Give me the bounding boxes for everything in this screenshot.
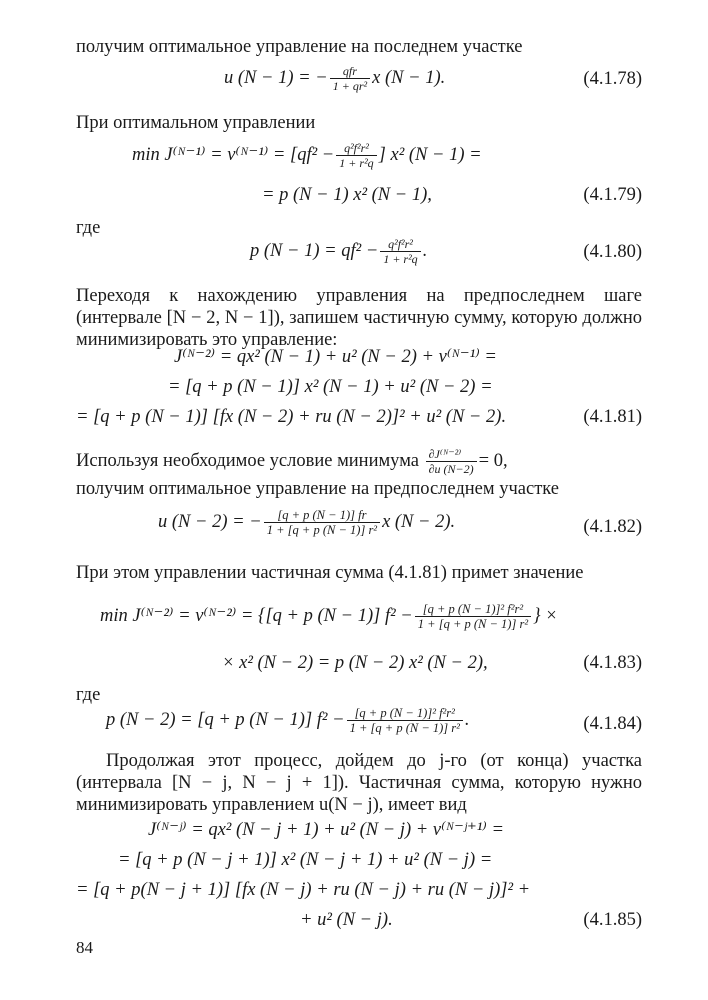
equation-4-1-83-line1 (100, 602, 558, 631)
fraction-numerator: [q + p (N − 1)] fr (264, 508, 380, 523)
fraction-numerator: ∂J⁽ᴺ⁻²⁾ (426, 447, 477, 462)
equation-part: } × (533, 605, 558, 626)
equation-part: p (N − 1) = qf² − (250, 240, 379, 261)
fraction-numerator: qfr (330, 64, 370, 79)
equation-number: (4.1.83) (583, 653, 642, 673)
paragraph (76, 447, 508, 476)
equation-part: x (N − 1). (372, 67, 446, 88)
fraction (426, 447, 477, 476)
equation-4-1-84 (106, 706, 470, 735)
equation-number: (4.1.82) (583, 517, 642, 537)
fraction-denominator: 1 + qr² (332, 79, 368, 93)
fraction (415, 602, 531, 631)
equation-4-1-85-line2: = [q + p (N − j + 1)] x² (N − j + 1) + u² (N − j) = (118, 850, 493, 870)
equation-part: min J⁽ᴺ⁻²⁾ = v⁽ᴺ⁻²⁾ = {[q + p (N − 1)] f² − (100, 605, 413, 626)
paragraph: Переходя к нахождению управления на предпоследнем шаге (интервале [N − 2, N − 1]), запишем частичную сумму, которую должно минимизировать это управление: (76, 286, 642, 350)
equation-number: (4.1.84) (583, 714, 642, 734)
paragraph: где (76, 685, 101, 705)
equation-4-1-85-line1: J⁽ᴺ⁻ʲ⁾ = qx² (N − j + 1) + u² (N − j) + v⁽ᴺ⁻ʲ⁺¹⁾ = (148, 820, 504, 840)
equation-4-1-79-line2: = p (N − 1) x² (N − 1), (262, 185, 432, 205)
fraction-numerator: q²f²r² (336, 141, 376, 156)
paragraph: где (76, 218, 101, 238)
fraction (330, 64, 370, 93)
fraction-denominator: 1 + [q + p (N − 1)] r² (266, 523, 378, 537)
equation-4-1-79-line1 (132, 141, 482, 170)
paragraph: Продолжая этот процесс, дойдем до j-го (от конца) участка (интервала [N − j, N − j + 1]). Частичная сумма, которую нужно минимизировать управлением u(N − j), имеет вид (76, 751, 642, 815)
equation-4-1-82 (158, 508, 455, 537)
fraction-denominator: ∂u (N−2) (428, 462, 474, 476)
equation-number: (4.1.81) (583, 407, 642, 427)
paragraph-text: Используя необходимое условие минимума (76, 450, 419, 471)
fraction-numerator: [q + p (N − 1)]² f²r² (347, 706, 463, 721)
fraction (264, 508, 380, 537)
fraction (347, 706, 463, 735)
equation-4-1-81-line2: = [q + p (N − 1)] x² (N − 1) + u² (N − 2) = (168, 377, 493, 397)
paragraph: получим оптимальное управление на предпоследнем участке (76, 479, 560, 499)
fraction-denominator: 1 + r²q (383, 252, 418, 266)
equation-part: min J⁽ᴺ⁻¹⁾ = v⁽ᴺ⁻¹⁾ = [qf² − (132, 144, 335, 165)
paragraph: При оптимальном управлении (76, 113, 316, 133)
equation-4-1-81-line3: = [q + p (N − 1)] [fx (N − 2) + ru (N − 2)]² + u² (N − 2). (76, 407, 507, 427)
fraction-denominator: 1 + r²q (339, 156, 374, 170)
paragraph: получим оптимальное управление на последнем участке (76, 37, 523, 57)
equation-4-1-78 (224, 64, 445, 93)
equation-part: x (N − 2). (382, 511, 456, 532)
fraction-denominator: 1 + [q + p (N − 1)] r² (417, 617, 529, 631)
fraction-numerator: q²f²r² (380, 237, 420, 252)
equation-part: u (N − 2) = − (158, 511, 262, 532)
equation-part: . (464, 709, 470, 730)
equation-part: . (422, 240, 428, 261)
page-number: 84 (76, 938, 93, 957)
equation-number: (4.1.78) (583, 69, 642, 89)
equation-number: (4.1.85) (583, 910, 642, 930)
equation-4-1-85-line3: = [q + p(N − j + 1)] [fx (N − j) + ru (N − j) + ru (N − j)]² + (76, 880, 531, 900)
paragraph-text: = 0, (478, 450, 508, 471)
equation-number: (4.1.79) (583, 185, 642, 205)
fraction-denominator: 1 + [q + p (N − 1)] r² (349, 721, 460, 735)
equation-4-1-83-line2: × x² (N − 2) = p (N − 2) x² (N − 2), (222, 653, 488, 673)
fraction-numerator: [q + p (N − 1)]² f²r² (415, 602, 531, 617)
fraction (380, 237, 420, 266)
equation-4-1-80 (250, 237, 427, 266)
equation-part: u (N − 1) = − (224, 67, 328, 88)
paragraph: При этом управлении частичная сумма (4.1.81) примет значение (76, 563, 584, 583)
equation-part: p (N − 2) = [q + p (N − 1)] f² − (106, 709, 345, 730)
equation-4-1-81-line1: J⁽ᴺ⁻²⁾ = qx² (N − 1) + u² (N − 2) + v⁽ᴺ⁻¹⁾ = (174, 347, 497, 367)
equation-4-1-85-line4: + u² (N − j). (300, 910, 393, 930)
fraction (336, 141, 376, 170)
equation-number: (4.1.80) (583, 242, 642, 262)
equation-part: ] x² (N − 1) = (378, 144, 482, 165)
